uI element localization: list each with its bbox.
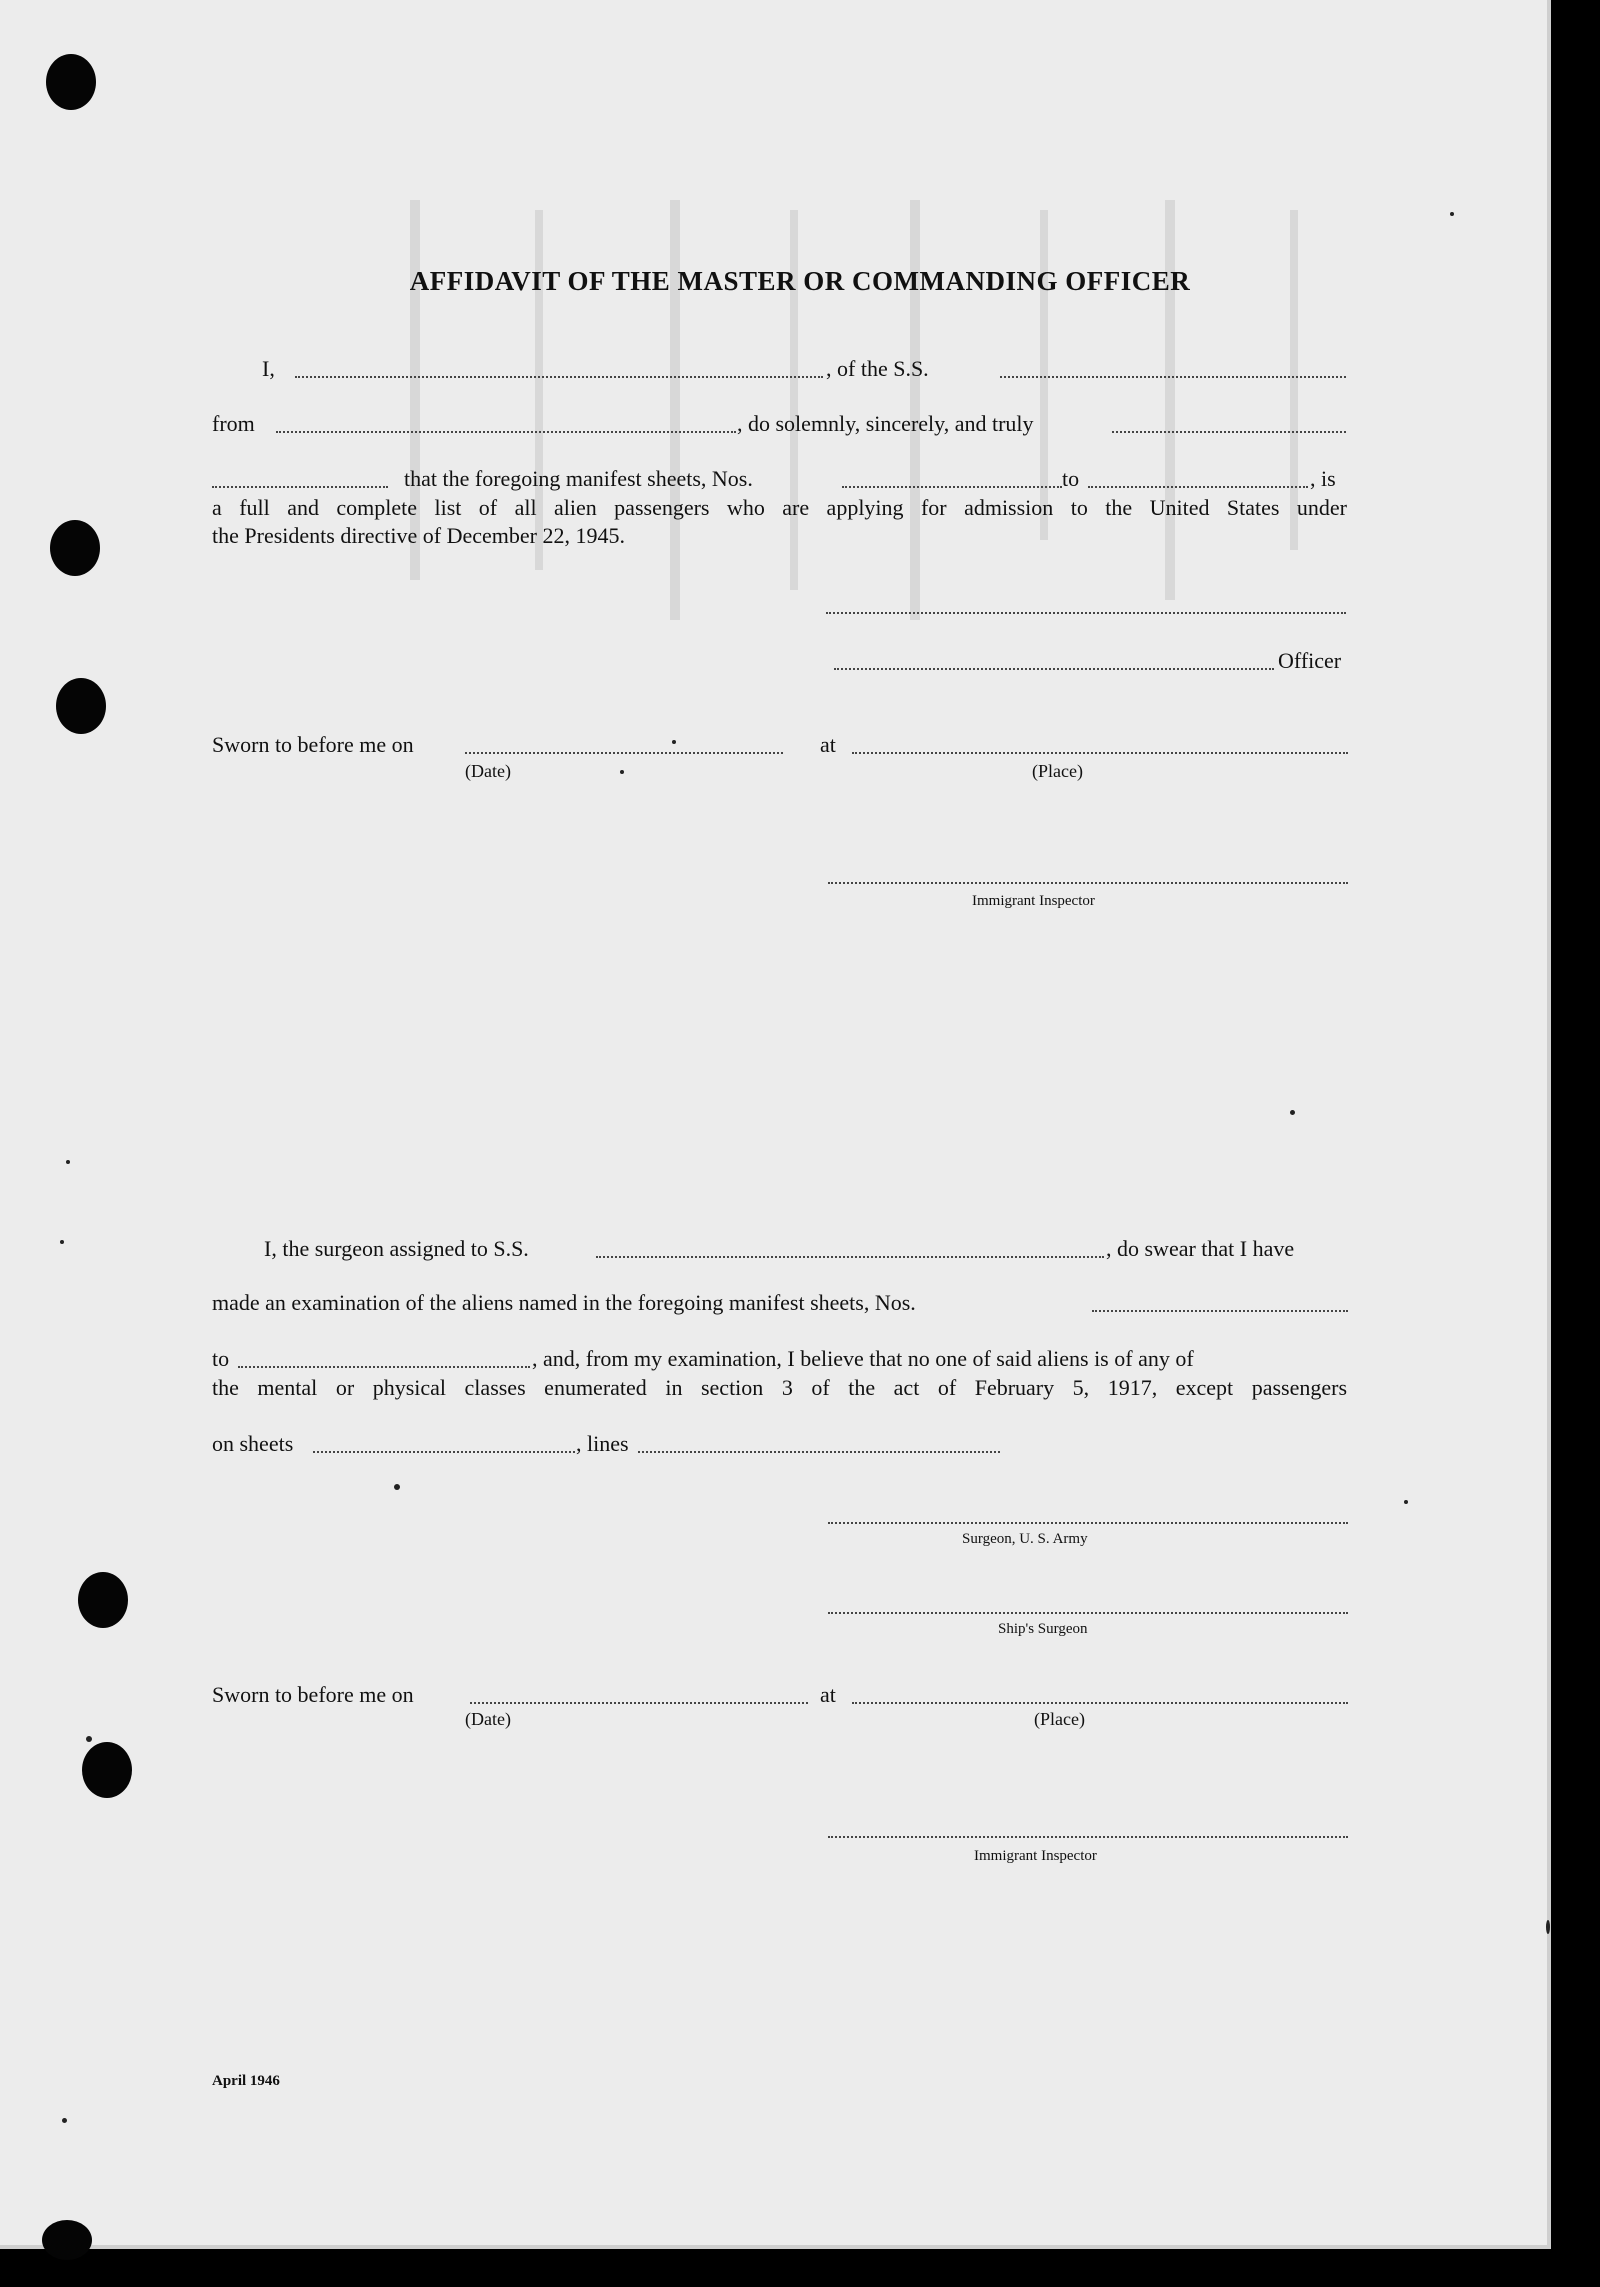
surgeon-on-sheets-field[interactable] [313,1451,575,1453]
surgeon-at-label: at [820,1682,836,1707]
master-solemnly-label: , do solemnly, sincerely, and truly [737,411,1034,436]
master-ship-label: , of the S.S. [826,356,929,381]
master-from-label: from [212,411,255,436]
surgeon-sworn-date-field[interactable] [470,1702,808,1704]
surgeon-on-sheets-label: on sheets [212,1431,294,1456]
master-sworn-label: Sworn to before me on [212,732,414,757]
punch-hole [46,54,96,110]
surgeon-belief-label: , and, from my examination, I believe that no one of said aliens is of any of [532,1346,1194,1371]
master-sheets-from-field[interactable] [842,486,1062,488]
punch-hole [56,678,106,734]
surgeon-sheets-from-field[interactable] [1092,1310,1348,1312]
master-signature-line[interactable] [826,612,1346,614]
punch-hole [78,1572,128,1628]
punch-hole [42,2220,92,2260]
surgeon-classes-line: the mental or physical classes enumerated in section 3 of the act of February 5, 1917, except passengers [212,1375,1347,1400]
officer-signature-field[interactable] [834,668,1274,670]
army-surgeon-label: Surgeon, U. S. Army [962,1531,1088,1547]
surgeon-date-caption: (Date) [465,1709,511,1729]
master-date-caption: (Date) [465,761,511,781]
form-title: AFFIDAVIT OF THE MASTER OR COMMANDING OFFICER [409,266,1191,296]
surgeon-ship-field[interactable] [596,1256,1104,1258]
inspector-signature-line-2[interactable] [828,1836,1348,1838]
master-ship-field[interactable] [1000,376,1346,378]
master-at-label: at [820,732,836,757]
master-name-field[interactable] [295,376,823,378]
surgeon-swear-label: , do swear that I have [1106,1236,1295,1261]
officer-label: Officer [1278,648,1342,673]
master-is-label: , is [1310,466,1336,491]
army-surgeon-signature-line[interactable] [828,1522,1348,1524]
master-statement-line: a full and complete list of all alien passengers who are applying for admission to the United States under [212,495,1347,520]
surgeon-sheets-to-field[interactable] [238,1366,530,1368]
surgeon-lines-label: , lines [576,1431,629,1456]
master-oath-field[interactable] [1112,431,1346,433]
surgeon-sworn-place-field[interactable] [852,1702,1348,1704]
surgeon-sworn-label: Sworn to before me on [212,1682,414,1707]
punch-hole [82,1742,132,1798]
surgeon-place-caption: (Place) [1034,1709,1085,1729]
master-sheets-to-field[interactable] [1088,486,1308,488]
master-oath-continued-field[interactable] [212,486,388,488]
master-directive-line: the Presidents directive of December 22, 1945. [212,523,625,548]
master-sworn-place-field[interactable] [852,752,1348,754]
ship-surgeon-label: Ship's Surgeon [998,1621,1088,1637]
ship-surgeon-signature-line[interactable] [828,1612,1348,1614]
surgeon-lines-field[interactable] [638,1451,1000,1453]
surgeon-assigned-label: I, the surgeon assigned to S.S. [264,1236,529,1261]
surgeon-to-label: to [212,1346,230,1371]
master-manifest-label: that the foregoing manifest sheets, Nos. [404,466,753,491]
master-from-field[interactable] [276,431,736,433]
master-i-label: I, [262,356,275,381]
form-revision-date: April 1946 [212,2073,280,2089]
inspector-label-2: Immigrant Inspector [974,1848,1097,1864]
punch-hole [50,520,100,576]
inspector-signature-line[interactable] [828,882,1348,884]
master-sworn-date-field[interactable] [465,752,783,754]
master-place-caption: (Place) [1032,761,1083,781]
surgeon-examination-label: made an examination of the aliens named in the foregoing manifest sheets, Nos. [212,1290,916,1315]
master-to-label: to [1062,466,1080,491]
inspector-label: Immigrant Inspector [972,893,1095,909]
